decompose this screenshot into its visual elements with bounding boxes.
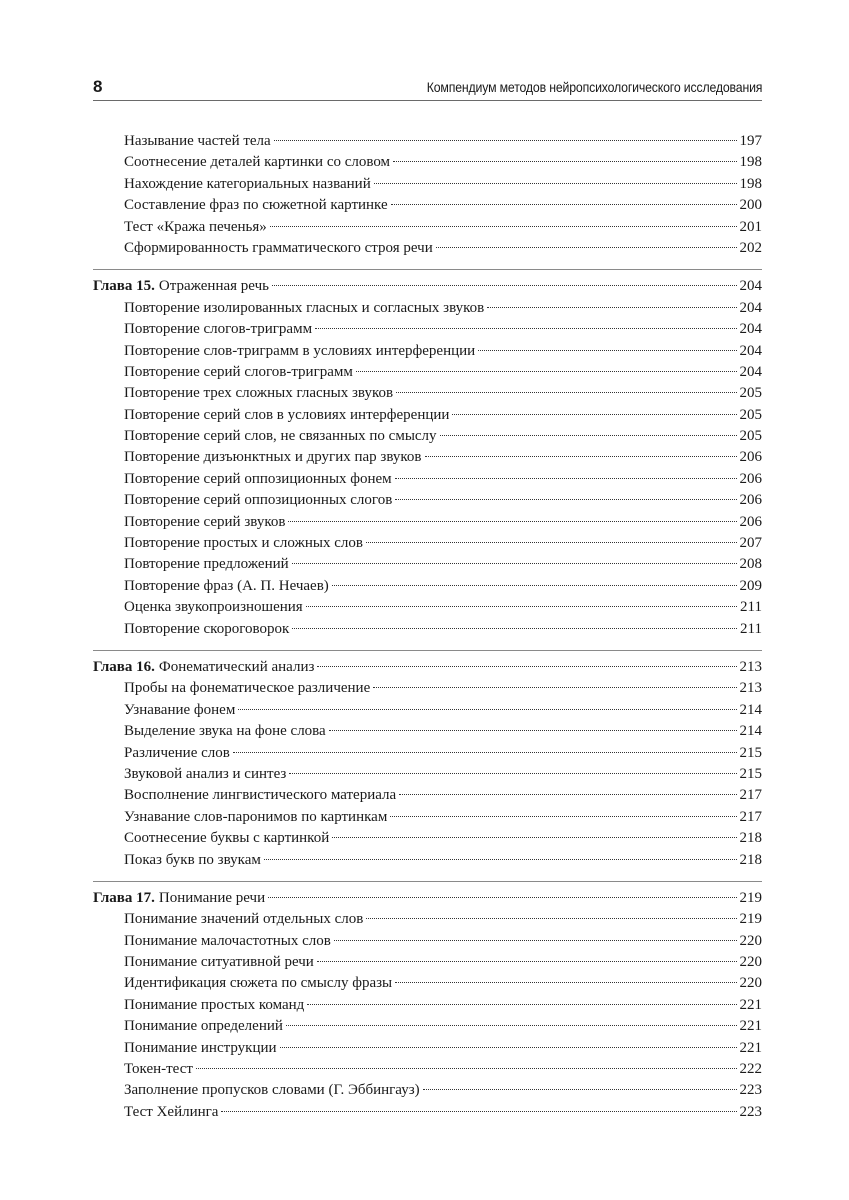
toc-entry[interactable]	[93, 931, 762, 952]
toc-entry[interactable]	[93, 383, 762, 404]
entry-title: Пробы на фонематическое различение	[124, 680, 371, 697]
entry-title: Различение слов	[124, 744, 230, 761]
entry-page-number: 215	[739, 744, 762, 761]
dot-leader	[329, 730, 737, 731]
chapter-label: Глава 16.	[93, 658, 155, 675]
entry-title: Повторение простых и сложных слов	[124, 535, 363, 552]
entry-page-number: 211	[740, 620, 762, 637]
page-header	[93, 76, 762, 101]
dot-leader	[289, 773, 736, 774]
toc-entry[interactable]	[93, 828, 762, 849]
entry-title: Повторение слов-триграмм в условиях интерференции	[124, 342, 476, 359]
dot-leader	[391, 204, 737, 205]
dot-leader	[487, 307, 736, 308]
entry-title: Повторение серий оппозиционных слогов	[124, 492, 393, 509]
toc-entry[interactable]	[93, 952, 762, 973]
dot-leader	[332, 837, 736, 838]
entry-page-number: 223	[739, 1103, 762, 1120]
entry-title: Повторение фраз (А. П. Нечаев)	[124, 577, 329, 594]
entry-page-number: 217	[739, 808, 762, 825]
entry-page-number: 220	[739, 975, 762, 992]
toc-entry[interactable]	[93, 995, 762, 1016]
entry-title: Нахождение категориальных названий	[124, 175, 371, 192]
dot-leader	[399, 794, 736, 795]
dot-leader	[286, 1025, 737, 1026]
entry-title: Тест «Кража печенья»	[124, 218, 267, 235]
toc-entry[interactable]	[93, 1080, 762, 1101]
toc-entry[interactable]	[93, 533, 762, 554]
entry-title: Восполнение лингвистического материала	[124, 787, 397, 804]
dot-leader	[423, 1089, 737, 1090]
entry-page-number: 204	[739, 299, 762, 316]
entry-page-number: 204	[739, 363, 762, 380]
dot-leader	[374, 183, 737, 184]
dot-leader	[292, 628, 737, 629]
dot-leader	[288, 521, 736, 522]
toc-entry[interactable]	[93, 1038, 762, 1059]
toc-entry[interactable]	[93, 217, 762, 238]
toc-entry[interactable]	[93, 447, 762, 468]
entry-page-number: 223	[739, 1082, 762, 1099]
running-title: Компендиум методов нейропсихологического исследования	[426, 79, 762, 95]
entry-title: Идентификация сюжета по смыслу фразы	[124, 975, 393, 992]
entry-title: Узнавание фонем	[124, 701, 236, 718]
toc-entry[interactable]	[93, 678, 762, 699]
toc-entry[interactable]	[93, 319, 762, 340]
toc-entry[interactable]	[93, 764, 762, 785]
dot-leader	[478, 350, 736, 351]
dot-leader	[292, 563, 737, 564]
toc-entry[interactable]	[93, 131, 762, 152]
entry-title: Повторение трех сложных гласных звуков	[124, 385, 394, 402]
toc-entry[interactable]	[93, 405, 762, 426]
entry-page-number: 218	[739, 851, 762, 868]
entry-page-number: 222	[739, 1061, 762, 1078]
entry-title: Понимание значений отдельных слов	[124, 911, 364, 928]
entry-page-number: 204	[739, 321, 762, 338]
toc-entry[interactable]	[93, 850, 762, 871]
dot-leader	[272, 285, 737, 286]
entry-title: Показ букв по звукам	[124, 851, 261, 868]
toc-entry[interactable]	[93, 721, 762, 742]
chapter-page-number: 219	[739, 889, 762, 906]
dot-leader	[264, 859, 737, 860]
dot-leader	[233, 752, 737, 753]
toc-entry[interactable]	[93, 743, 762, 764]
entry-title: Повторение серий звуков	[124, 513, 286, 530]
chapter-page-number: 204	[739, 278, 762, 295]
dot-leader	[317, 666, 736, 667]
entry-title: Понимание ситуативной речи	[124, 954, 314, 971]
entry-title: Повторение слогов-триграмм	[124, 321, 313, 338]
entry-page-number: 215	[739, 765, 762, 782]
dot-leader	[274, 140, 737, 141]
entry-page-number: 204	[739, 342, 762, 359]
dot-leader	[395, 478, 737, 479]
dot-leader	[332, 585, 737, 586]
entry-page-number: 208	[739, 556, 762, 573]
dot-leader	[306, 606, 737, 607]
toc-entry[interactable]	[93, 785, 762, 806]
entry-title: Повторение серий слов, не связанных по смыслу	[124, 428, 437, 445]
dot-leader	[307, 1004, 736, 1005]
entry-page-number: 213	[739, 680, 762, 697]
entry-title: Понимание инструкции	[124, 1039, 277, 1056]
toc-section	[93, 269, 762, 650]
entry-title: Оценка звукопроизношения	[124, 599, 303, 616]
entry-title: Токен-тест	[124, 1061, 193, 1078]
entry-title: Соотнесение деталей картинки со словом	[124, 154, 391, 171]
dot-leader	[436, 247, 737, 248]
chapter-heading[interactable]	[93, 888, 762, 909]
entry-page-number: 220	[739, 932, 762, 949]
toc-entry[interactable]	[93, 512, 762, 533]
chapter-title: Понимание речи	[158, 889, 266, 906]
chapter-heading[interactable]	[93, 276, 762, 297]
entry-page-number: 220	[739, 954, 762, 971]
entry-title: Узнавание слов-паронимов по картинкам	[124, 808, 388, 825]
toc-entry[interactable]	[93, 238, 762, 259]
dot-leader	[317, 961, 737, 962]
entry-title: Повторение изолированных гласных и согласных звуков	[124, 299, 485, 316]
dot-leader	[334, 940, 737, 941]
page-number: 8	[93, 77, 103, 96]
entry-page-number: 214	[739, 701, 762, 718]
dot-leader	[238, 709, 736, 710]
dot-leader	[390, 816, 736, 817]
entry-page-number: 205	[739, 428, 762, 445]
chapter-page-number: 213	[739, 658, 762, 675]
toc-entry[interactable]	[93, 195, 762, 216]
dot-leader	[366, 918, 736, 919]
dot-leader	[440, 435, 737, 436]
toc-entry[interactable]	[93, 700, 762, 721]
entry-page-number: 205	[739, 385, 762, 402]
entry-title: Понимание определений	[124, 1018, 283, 1035]
dot-leader	[395, 499, 736, 500]
toc-entry[interactable]	[93, 362, 762, 383]
entry-title: Называние частей тела	[124, 133, 271, 149]
chapter-label: Глава 15.	[93, 278, 155, 295]
toc-entry[interactable]	[93, 426, 762, 447]
toc-section	[93, 881, 762, 1133]
entry-page-number: 221	[739, 1018, 762, 1035]
dot-leader	[280, 1047, 737, 1048]
toc-entry[interactable]	[93, 909, 762, 930]
entry-page-number: 206	[739, 470, 762, 487]
chapter-title: Фонематический анализ	[158, 658, 315, 675]
dot-leader	[396, 392, 736, 393]
entry-page-number: 206	[739, 513, 762, 530]
entry-page-number: 198	[739, 154, 762, 171]
entry-title: Звуковой анализ и синтез	[124, 765, 287, 782]
chapter-label: Глава 17.	[93, 889, 155, 906]
table-of-contents	[93, 131, 762, 1133]
entry-page-number: 202	[739, 239, 762, 256]
entry-page-number: 197	[739, 133, 762, 149]
entry-title: Повторение скороговорок	[124, 620, 290, 637]
toc-entry[interactable]	[93, 298, 762, 319]
toc-entry[interactable]	[93, 807, 762, 828]
entry-page-number: 200	[739, 197, 762, 214]
entry-title: Соотнесение буквы с картинкой	[124, 830, 330, 847]
toc-entry[interactable]	[93, 597, 762, 618]
toc-entry[interactable]	[93, 469, 762, 490]
entry-title: Заполнение пропусков словами (Г. Эббингауз)	[124, 1082, 420, 1099]
entry-title: Тест Хейлинга	[124, 1103, 219, 1120]
dot-leader	[393, 161, 736, 162]
dot-leader	[452, 414, 736, 415]
dot-leader	[425, 456, 737, 457]
dot-leader	[395, 982, 736, 983]
dot-leader	[356, 371, 737, 372]
entry-title: Сформированность грамматического строя речи	[124, 239, 433, 256]
toc-entry[interactable]	[93, 341, 762, 362]
toc-entry[interactable]	[93, 554, 762, 575]
toc-entry[interactable]	[93, 1016, 762, 1037]
entry-page-number: 205	[739, 406, 762, 423]
toc-section	[93, 650, 762, 881]
chapter-title: Отраженная речь	[158, 278, 269, 295]
entry-title: Понимание малочастотных слов	[124, 932, 331, 949]
entry-page-number: 209	[739, 577, 762, 594]
entry-page-number: 219	[739, 911, 762, 928]
entry-page-number: 217	[739, 787, 762, 804]
toc-entry[interactable]	[93, 490, 762, 511]
dot-leader	[268, 897, 736, 898]
entry-page-number: 221	[739, 996, 762, 1013]
entry-title: Повторение предложений	[124, 556, 289, 573]
entry-page-number: 198	[739, 175, 762, 192]
toc-entry[interactable]	[93, 619, 762, 640]
toc-entry[interactable]	[93, 152, 762, 173]
entry-title: Повторение дизъюнктных и других пар звуков	[124, 449, 422, 466]
dot-leader	[315, 328, 736, 329]
dot-leader	[221, 1111, 736, 1112]
toc-entry[interactable]	[93, 1059, 762, 1080]
toc-entry[interactable]	[93, 174, 762, 195]
entry-title: Выделение звука на фоне слова	[124, 723, 326, 740]
entry-title: Составление фраз по сюжетной картинке	[124, 197, 388, 214]
entry-page-number: 211	[740, 599, 762, 616]
dot-leader	[196, 1068, 737, 1069]
toc-entry[interactable]	[93, 576, 762, 597]
toc-entry[interactable]	[93, 973, 762, 994]
dot-leader	[373, 687, 736, 688]
entry-page-number: 201	[739, 218, 762, 235]
entry-page-number: 221	[739, 1039, 762, 1056]
entry-page-number: 214	[739, 723, 762, 740]
entry-title: Повторение серий слов в условиях интерференции	[124, 406, 450, 423]
entry-page-number: 218	[739, 830, 762, 847]
dot-leader	[366, 542, 737, 543]
entry-page-number: 207	[739, 535, 762, 552]
entry-page-number: 206	[739, 449, 762, 466]
toc-entry[interactable]	[93, 1102, 762, 1123]
chapter-heading[interactable]	[93, 657, 762, 678]
toc-section	[93, 131, 762, 269]
dot-leader	[270, 226, 737, 227]
entry-title: Понимание простых команд	[124, 996, 305, 1013]
entry-title: Повторение серий оппозиционных фонем	[124, 470, 392, 487]
entry-title: Повторение серий слогов-триграмм	[124, 363, 353, 380]
entry-page-number: 206	[739, 492, 762, 509]
